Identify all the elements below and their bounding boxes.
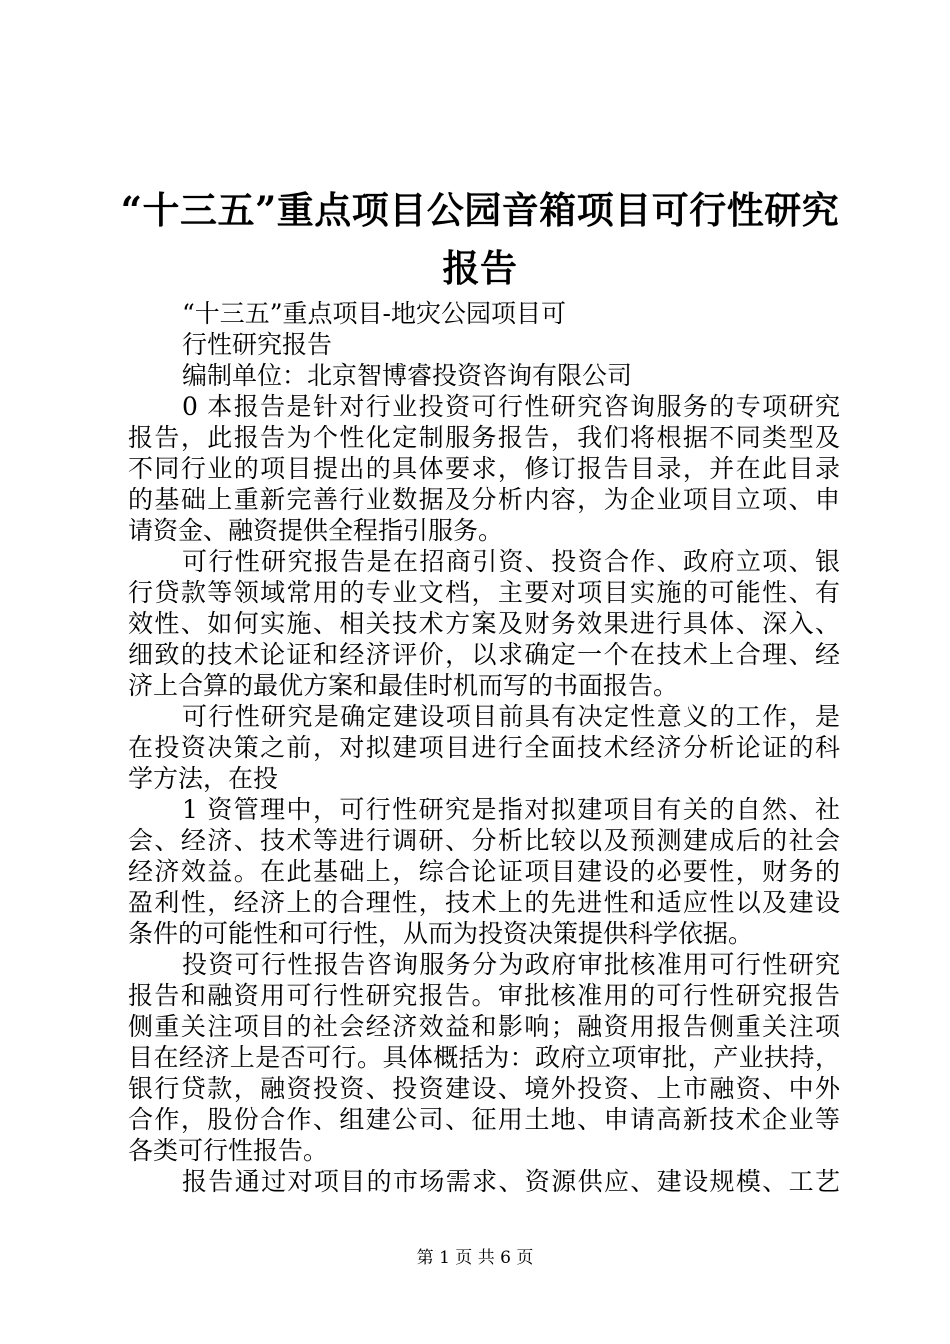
body-line: 报告通过对项目的市场需求、资源供应、建设规模、工艺: [182, 1167, 840, 1196]
body-line: 合作，股份合作、组建公司、征用土地、申请高新技术企业等: [128, 1105, 840, 1134]
body-line: 可行性研究报告是在招商引资、投资合作、政府立项、银: [182, 547, 840, 576]
document-title-line-2: 报告: [442, 246, 518, 290]
page-footer: 第 1 页 共 6 页: [416, 1248, 534, 1268]
body-line: 投资可行性报告咨询服务分为政府审批核准用可行性研究: [182, 950, 840, 979]
body-line: 银行贷款，融资投资、投资建设、境外投资、上市融资、中外: [128, 1074, 840, 1103]
document-title-line-1: “十三五”重点项目公园音箱项目可行性研究: [120, 188, 840, 232]
body-line: 条件的可能性和可行性，从而为投资决策提供科学依据。: [128, 919, 754, 948]
body-line: 行贷款等领域常用的专业文档，主要对项目实施的可能性、有: [128, 578, 840, 607]
body-line: 效性、如何实施、相关技术方案及财务效果进行具体、深入、: [128, 609, 840, 638]
body-line: 会、经济、技术等进行调研、分析比较以及预测建成后的社会: [128, 826, 840, 855]
body-line: 经济效益。在此基础上，综合论证项目建设的必要性，财务的: [128, 857, 840, 886]
body-line: 可行性研究是确定建设项目前具有决定性意义的工作，是: [182, 702, 840, 731]
body-line: 目在经济上是否可行。具体概括为：政府立项审批，产业扶持，: [128, 1043, 840, 1072]
body-line: 1 资管理中，可行性研究是指对拟建项目有关的自然、社: [182, 795, 840, 824]
body-line: 行性研究报告: [182, 330, 333, 359]
body-line: 报告和融资用可行性研究报告。审批核准用的可行性研究报告: [128, 981, 840, 1010]
body-line: 的基础上重新完善行业数据及分析内容，为企业项目立项、申: [128, 485, 840, 514]
body-line: 细致的技术论证和经济评价，以求确定一个在技术上合理、经: [128, 640, 840, 669]
document-body: [128, 298, 840, 1197]
body-line: 请资金、融资提供全程指引服务。: [128, 516, 504, 545]
body-line: 编制单位：北京智博睿投资咨询有限公司: [182, 361, 633, 390]
body-line: 在投资决策之前，对拟建项目进行全面技术经济分析论证的科: [128, 733, 840, 762]
body-line: 不同行业的项目提出的具体要求，修订报告目录，并在此目录: [128, 454, 840, 483]
body-line: “十三五”重点项目-地灾公园项目可: [182, 299, 567, 328]
body-line: 各类可行性报告。: [128, 1136, 329, 1165]
body-line: 0 本报告是针对行业投资可行性研究咨询服务的专项研究: [182, 392, 840, 421]
body-line: 学方法，在投: [128, 764, 279, 793]
body-line: 盈利性，经济上的合理性，技术上的先进性和适应性以及建设: [128, 888, 840, 917]
body-line: 济上合算的最优方案和最佳时机而写的书面报告。: [128, 671, 679, 700]
body-line: 侧重关注项目的社会经济效益和影响；融资用报告侧重关注项: [128, 1012, 840, 1041]
body-line: 报告，此报告为个性化定制服务报告，我们将根据不同类型及: [128, 423, 840, 452]
